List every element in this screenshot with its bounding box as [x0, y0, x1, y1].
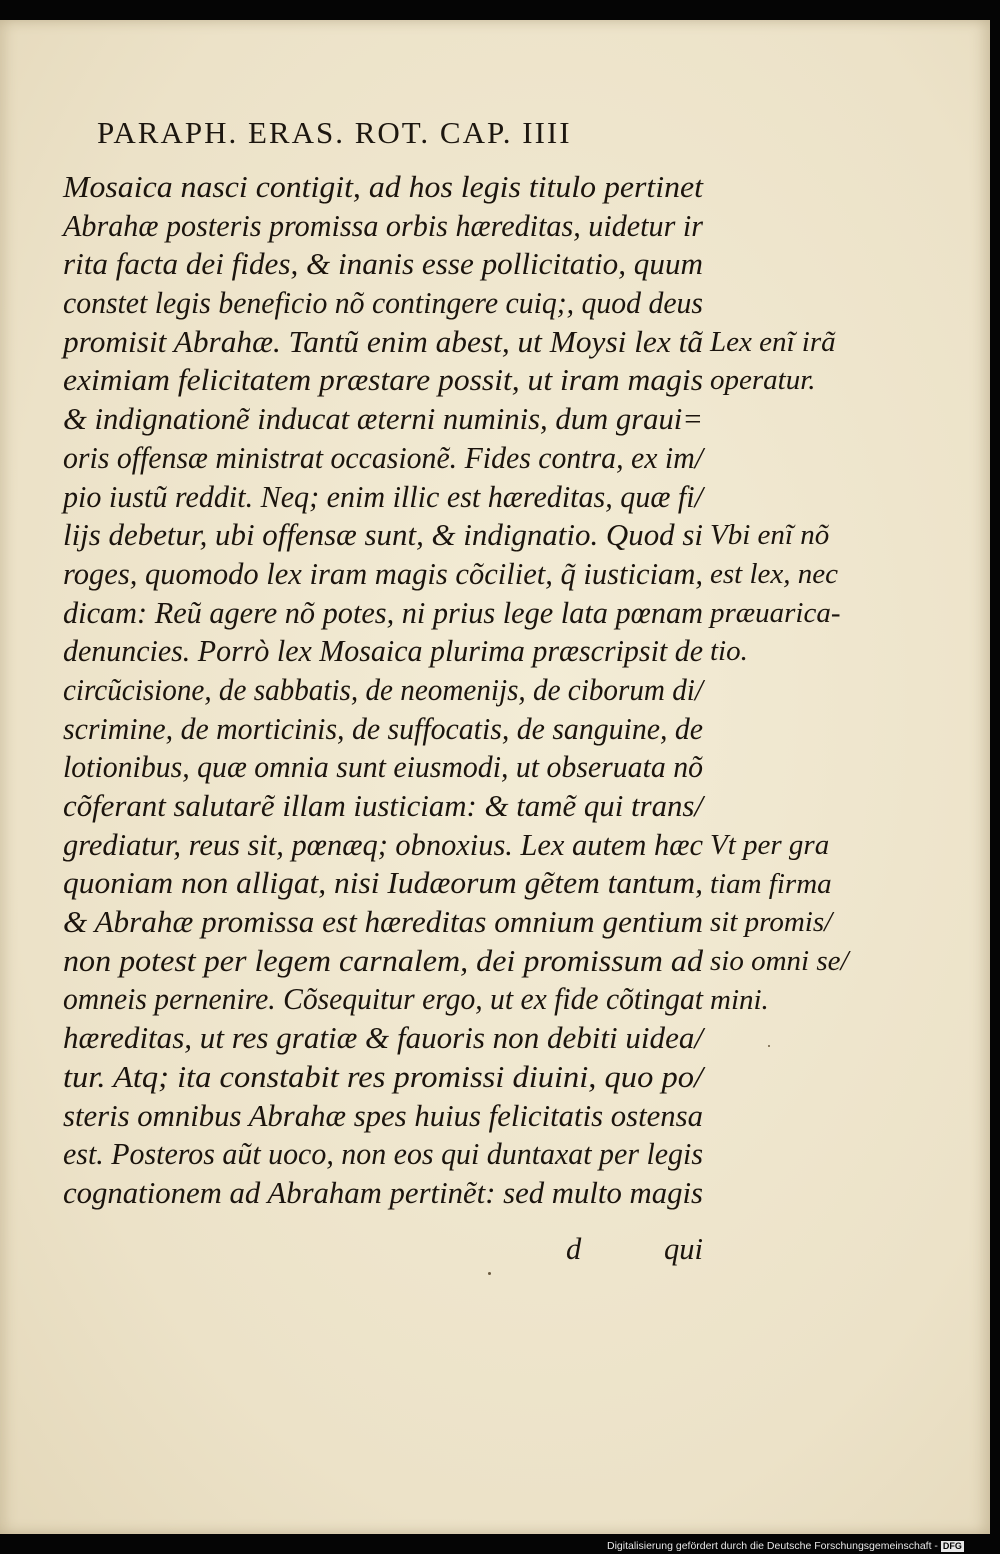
text-line: cõferant salutarẽ illam iusticiam: & tamẽ qui trans/ — [63, 789, 703, 823]
marginal-note-line: Vt per gra — [710, 828, 830, 861]
digitization-credit — [607, 1539, 997, 1553]
text-line: lijs debetur, ubi offensæ sunt, & indignatio. Quod si — [63, 518, 703, 553]
marginal-note-line: est lex, nec — [710, 557, 839, 590]
marginal-note-line: tiam firma — [710, 867, 832, 900]
text-line: dicam: Reũ agere nõ potes, ni prius lege lata pœnam — [63, 595, 703, 630]
marginal-note-line: mini. — [710, 983, 769, 1016]
text-line: lotionibus, quæ omnia sunt eiusmodi, ut obseruata nõ — [63, 750, 703, 785]
text-line: scrimine, de morticinis, de suffocatis, de sanguine, de — [63, 711, 703, 746]
marginal-note-line: Vbi enĩ nõ — [710, 519, 830, 552]
marginal-note-line: tio. — [710, 635, 748, 668]
text-line: quoniam non alligat, nisi Iudæorum gẽtem tantum, — [63, 866, 703, 901]
text-line: grediatur, reus sit, pœnæq; obnoxius. Lex autem hæc — [63, 827, 703, 862]
text-line: & indignationẽ inducat æterni numinis, dum graui= — [63, 402, 703, 437]
marginal-note — [710, 826, 860, 1019]
text-line: hæreditas, ut res gratiæ & fauoris non debiti uidea/ — [63, 1021, 703, 1056]
marginal-note-line: sit promis/ — [710, 906, 833, 939]
signature-mark: d — [566, 1232, 582, 1266]
paper-speck — [768, 1045, 770, 1047]
marginal-note — [710, 516, 860, 671]
text-line: pio iustũ reddit. Neq; enim illic est hæreditas, quæ fi/ — [63, 479, 703, 514]
main-text-block — [63, 168, 703, 1213]
text-line: cognationem ad Abraham pertinẽt: sed multo magis — [63, 1175, 703, 1210]
text-line: steris omnibus Abrahæ spes huius felicitatis ostensa — [63, 1098, 704, 1133]
text-line: non potest per legem carnalem, dei promissum ad — [63, 943, 703, 978]
text-line: circũcisione, de sabbatis, de neomenijs, de ciborum di/ — [63, 672, 703, 707]
marginal-note-line: operatur. — [710, 364, 816, 397]
credit-text: Digitalisierung gefördert durch die Deutsche Forschungsgemeinschaft - — [607, 1540, 938, 1552]
text-line: eximiam felicitatem præstare possit, ut iram magis — [63, 363, 703, 398]
paper-speck — [488, 1272, 491, 1275]
text-line: omneis pernenire. Cõsequitur ergo, ut ex fide cõtingat — [63, 982, 703, 1017]
text-line: constet legis beneficio nõ contingere cuiq;, quod deus — [63, 286, 703, 321]
text-line: rita facta dei fides, & inanis esse pollicitatio, quum — [63, 247, 703, 282]
text-line: est. Posteros aũt uoco, non eos qui duntaxat per legis — [63, 1137, 703, 1172]
marginal-note-line: præuarica- — [710, 596, 841, 629]
running-head: PARAPH. ERAS. ROT. CAP. IIII — [97, 115, 572, 150]
catchword: qui — [664, 1232, 703, 1266]
text-line: roges, quomodo lex iram magis cõciliet, q̃ iusticiam, — [63, 556, 703, 591]
text-line: oris offensæ ministrat occasionẽ. Fides contra, ex im/ — [63, 440, 703, 475]
text-line: denuncies. Porrò lex Mosaica plurima præscripsit de — [63, 634, 703, 669]
text-line: Mosaica nasci contigit, ad hos legis titulo pertinet — [63, 170, 703, 204]
marginal-note-line: Lex enĩ irã — [710, 325, 836, 358]
text-line: & Abrahæ promissa est hæreditas omnium gentium — [63, 905, 703, 940]
text-line: tur. Atq; ita constabit res promissi diuini, quo po/ — [63, 1059, 703, 1094]
text-line: Abrahæ posteris promissa orbis hæreditas, uidetur ir — [63, 208, 703, 243]
marginal-note — [710, 323, 860, 400]
dfg-logo: DFG — [942, 1540, 962, 1551]
marginal-note-line: sio omni se/ — [710, 944, 849, 977]
page-foot — [63, 1232, 703, 1272]
text-line: promisit Abrahæ. Tantũ enim abest, ut Moysi lex tã — [63, 324, 703, 359]
